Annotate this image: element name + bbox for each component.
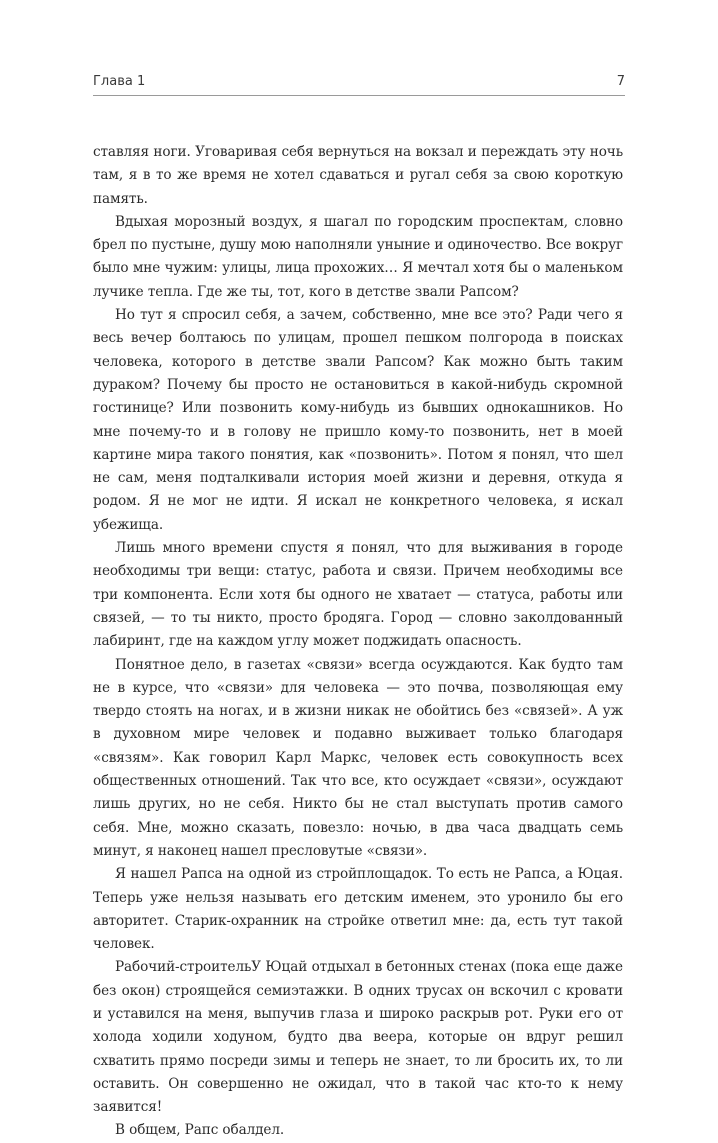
paragraph: Вдыхая морозный воздух, я шагал по городским проспектам, словно брел по пустыне, душу мою наполняли уныние и одиночество. Все вокруг было мне чужим: улицы, лица прохожих… Я мечтал хотя бы о маленьком лучике тепла. Где же ты, тот, кого в детстве звали Рапсом? (93, 213, 623, 300)
paragraph: Но тут я спросил себя, а зачем, собственно, мне все это? Ради чего я весь вечер болтаюсь по улицам, прошел пешком полгорода в поисках человека, которого в детстве звали Рапсом? Как можно быть таким дураком? Почему бы просто не остановиться в какой-нибудь скромной гостинице? Или позвонить кому-нибудь из бывших однокашников. Но мне почему-то и в голову не пришло кому-то позвонить, нет в моей картине мира такого понятия, как «позвонить». Потом я понял, что шел не сам, меня подталкивали история моей жизни и деревня, откуда я родом. Я не мог не идти. Я искал не конкретного человека, я искал убежища. (93, 307, 623, 533)
paragraph: ставляя ноги. Уговаривая себя вернуться на вокзал и переждать эту ночь там, я в то же время не хотел сдаваться и ругал себя за свою короткую память. (93, 144, 623, 207)
chapter-title: Глава 1 (93, 74, 146, 89)
header-divider (93, 95, 625, 96)
paragraph: Я нашел Рапса на одной из стройплощадок. То есть не Рапса, а Юцая. Теперь уже нельзя называть его детским именем, это уронило бы его авторитет. Старик-охранник на стройке ответил мне: да, есть тут такой человек. (93, 866, 623, 953)
paragraph: В общем, Рапс обалдел. (115, 1122, 285, 1139)
paragraph: Рабочий-строительУ Юцай отдыхал в бетонных стенах (пока еще даже без окон) строящейся семиэтажки. В одних трусах он вскочил с кровати и уставился на меня, выпучив глаза и широко раскрыв рот. Руки его от холода ходили ходуном, будто два веера, которые он вдруг решил схватить прямо посреди зимы и теперь не знает, то ли бросить их, то ли оставить. Он совершенно не ожидал, что в такой час кто-то к нему заявится! (93, 959, 623, 1116)
paragraph: Понятное дело, в газетах «связи» всегда осуждаются. Как будто там не в курсе, что «связи» для человека — это почва, позволяющая ему твердо стоять на ногах, и в жизни никак не обойтись без «связей». А уж в духовном мире человек и подавно выживает только благодаря «связям». Как говорил Карл Маркс, человек есть совокупность всех общественных отношений. Так что все, кто осуждает «связи», осуждают лишь других, но не себя. Никто бы не стал выступать против самого себя. Мне, можно сказать, повезло: ночью, в два часа двадцать семь минут, я наконец нашел пресловутые «связи». (93, 656, 623, 859)
body-text (93, 141, 623, 1143)
page-number: 7 (616, 74, 625, 89)
running-header (93, 74, 625, 94)
paragraph: Лишь много времени спустя я понял, что для выживания в городе необходимы три вещи: статус, работа и связи. Причем необходимы все три компонента. Если хотя бы одного не хватает — статуса, работы или связей, — то ты никто, просто бродяга. Город — словно заколдованный лабиринт, где на каждом углу может поджидать опасность. (93, 540, 623, 650)
